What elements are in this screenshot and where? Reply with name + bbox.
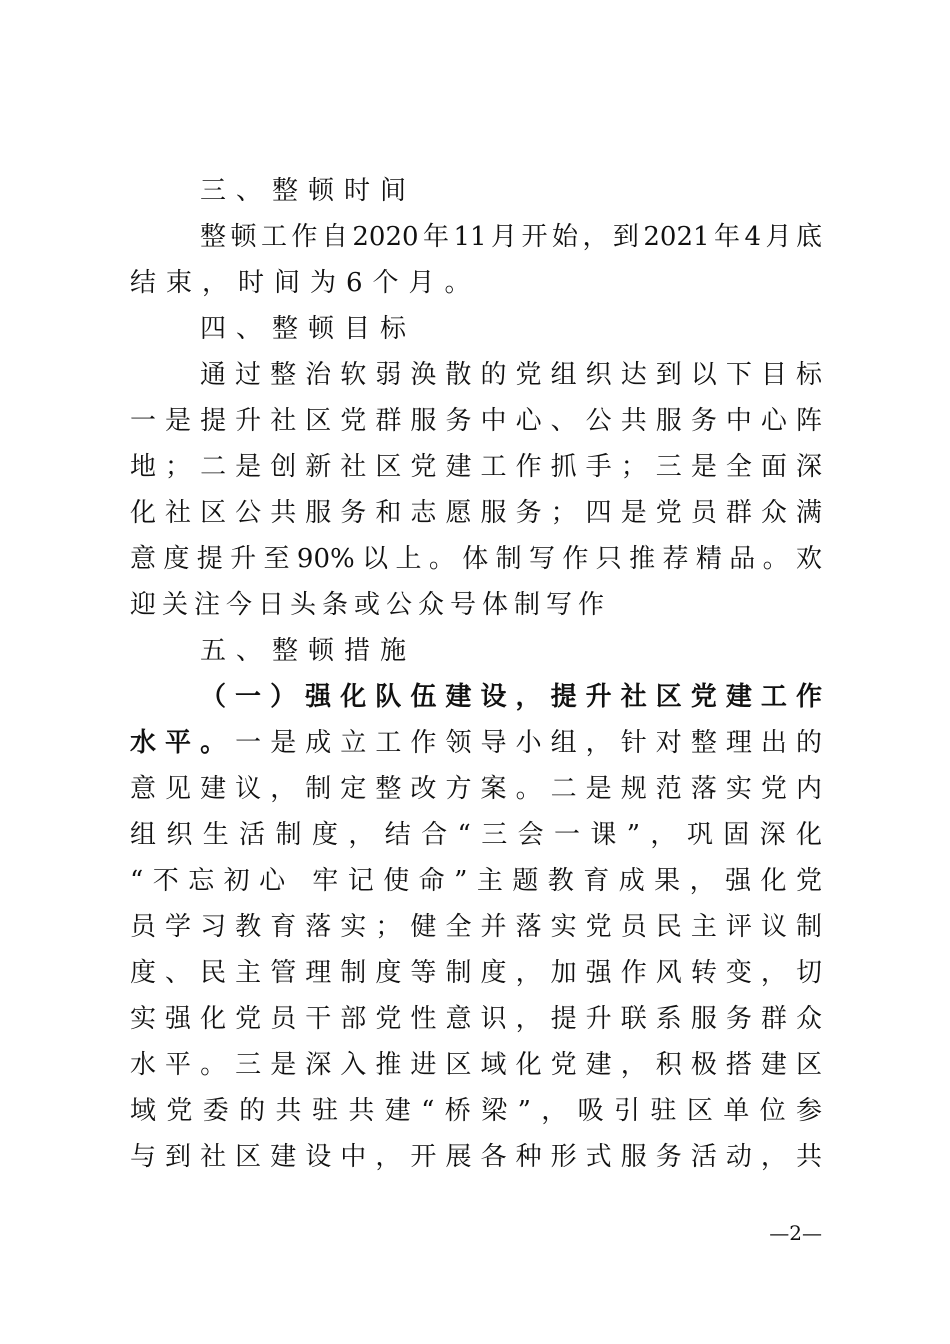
paragraph-text: 一是提升社区党群服务中心、公共服务中心阵 [130,406,822,436]
paragraph-text: 迎关注今日头条或公众号体制写作 [130,590,611,620]
page-number: —2— [769,1221,822,1245]
subheading-tail: 水平。 [130,728,236,758]
paragraph-line [130,444,822,490]
paragraph-line [130,950,822,996]
paragraph-line [130,398,822,444]
paragraph-text: 水平。三是深入推进区域化党建，积极搭建区 [130,1050,822,1080]
paragraph-text: 意见建议，制定整改方案。二是规范落实党内 [130,774,822,804]
section-heading-goal [130,306,822,352]
document-body [130,168,822,1180]
paragraph-text: 整顿工作自2020年11月开始，到2021年4月底 [200,222,822,252]
paragraph-line [130,1042,822,1088]
paragraph-line [130,858,822,904]
paragraph-text: 域党委的共驻共建“桥梁”，吸引驻区单位参 [130,1096,822,1126]
paragraph-line [130,1134,822,1180]
paragraph-line [130,1088,822,1134]
paragraph-line [130,996,822,1042]
paragraph-text: 实强化党员干部党性意识，提升联系服务群众 [130,1004,822,1034]
paragraph-text: 结束，时间为6个月。 [130,268,481,298]
paragraph-text: 员学习教育落实；健全并落实党员民主评议制 [130,912,822,942]
paragraph-line [130,812,822,858]
paragraph-text: 一是成立工作领导小组，针对整理出的 [235,728,822,758]
paragraph-text: 地；二是创新社区党建工作抓手；三是全面深 [130,452,822,482]
heading-text: 五、整顿措施 [200,636,417,666]
section-heading-measures [130,628,822,674]
paragraph-line [130,904,822,950]
paragraph-line [130,536,822,582]
paragraph-line [130,214,822,260]
paragraph-line [130,352,822,398]
subheading-text: （一）强化队伍建设，提升社区党建工作 [200,682,822,712]
paragraph-line [130,720,822,766]
paragraph-text: 度、民主管理制度等制度，加强作风转变，切 [130,958,822,988]
paragraph-line [130,766,822,812]
paragraph-line [130,490,822,536]
paragraph-text: 组织生活制度，结合“三会一课”，巩固深化 [130,820,822,850]
paragraph-text: 意度提升至90%以上。体制写作只推荐精品。欢 [130,544,822,574]
heading-text: 三、整顿时间 [200,176,417,206]
paragraph-line [130,260,822,306]
paragraph-text: 化社区公共服务和志愿服务；四是党员群众满 [130,498,822,528]
subheading-line [130,674,822,720]
paragraph-text: 与到社区建设中，开展各种形式服务活动，共 [130,1142,822,1172]
paragraph-line [130,582,822,628]
section-heading-time [130,168,822,214]
paragraph-text: 通过整治软弱涣散的党组织达到以下目标 [200,360,822,390]
paragraph-text: “不忘初心 牢记使命”主题教育成果，强化党 [130,866,822,896]
heading-text: 四、整顿目标 [200,314,417,344]
